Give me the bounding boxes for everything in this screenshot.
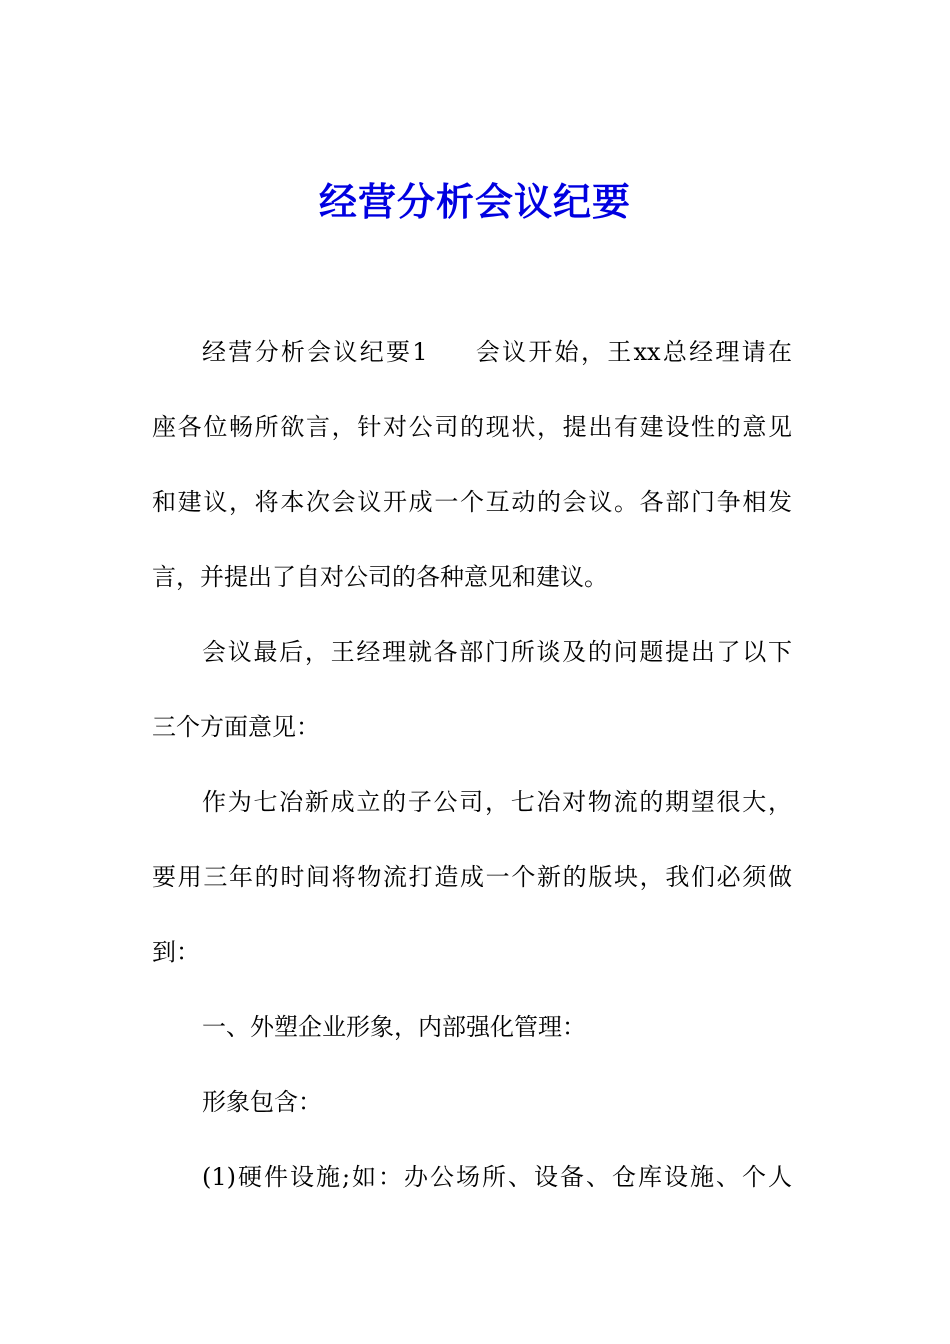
paragraph-line — [202, 334, 792, 370]
paragraph-text: 会议开始，王xx总经理请在 — [473, 338, 792, 366]
paragraph-line: 到： — [152, 938, 200, 966]
paragraph-line: 和建议，将本次会议开成一个互动的会议。各部门争相发 — [152, 488, 792, 516]
paragraph-line: 要用三年的时间将物流打造成一个新的版块，我们必须做 — [152, 863, 792, 891]
paragraph-line: 三个方面意见： — [152, 713, 320, 741]
section-heading: 经营分析会议纪要1 — [202, 338, 428, 366]
paragraph-line: 形象包含： — [202, 1088, 322, 1116]
document-title: 经营分析会议纪要 — [318, 179, 631, 224]
section-heading: 一、外塑企业形象，内部强化管理： — [202, 1013, 586, 1041]
paragraph-line: 座各位畅所欲言，针对公司的现状，提出有建设性的意见 — [152, 413, 792, 441]
paragraph-line: 言，并提出了自对公司的各种意见和建议。 — [152, 563, 608, 591]
paragraph-line: 会议最后，王经理就各部门所谈及的问题提出了以下 — [202, 638, 792, 666]
paragraph-line: 作为七冶新成立的子公司，七冶对物流的期望很大， — [202, 788, 792, 816]
list-item: (1)硬件设施;如：办公场所、设备、仓库设施、个人 — [202, 1163, 792, 1191]
